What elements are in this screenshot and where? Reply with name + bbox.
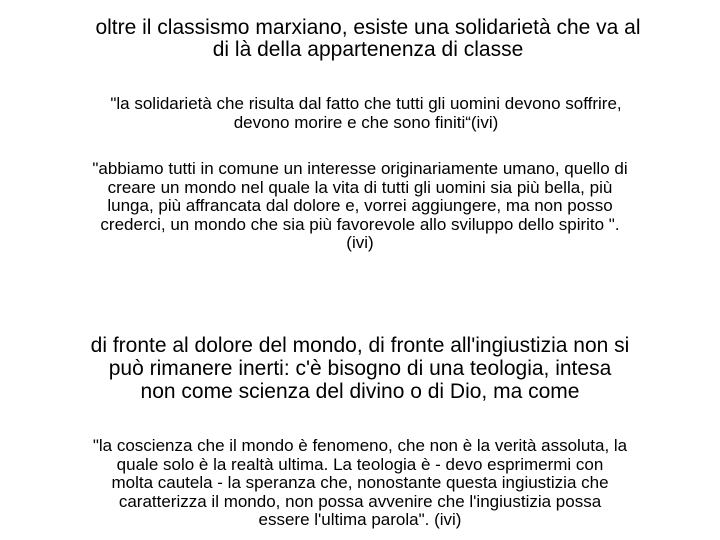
statement-theology: di fronte al dolore del mondo, di fronte all'ingiustizia non si può rimanere inerti: c'è bisogno di una teologia, intesa non come scienza del divino o di Dio, ma come	[90, 334, 630, 403]
slide-heading: oltre il classismo marxiano, esiste una solidarietà che va al di là della appartenenza di classe	[95, 16, 641, 61]
quote-common-interest: "abbiamo tutti in comune un interesse originariamente umano, quello di creare un mondo nel quale la vita di tutti gli uomini sia più bella, più lunga, più affrancata dal dolore e, vorrei aggiungere, ma non posso crederci, un mondo che sia più favorevole allo sviluppo dello spirito ". (ivi)	[92, 159, 628, 252]
quote-conscience: "la coscienza che il mondo è fenomeno, che non è la verità assoluta, la quale solo è la realtà ultima. La teologia è - devo esprimermi con molta cautela - la speranza che, nonostante questa ingiustizia che caratterizza il mondo, non possa avvenire che l'ingiustizia possa essere l'ultima parola". (ivi)	[92, 436, 628, 529]
quote-solidarity: "la solidarietà che risulta dal fatto che tutti gli uomini devono soffrire, devono morire e che sono finiti“(ivi)	[110, 94, 622, 132]
